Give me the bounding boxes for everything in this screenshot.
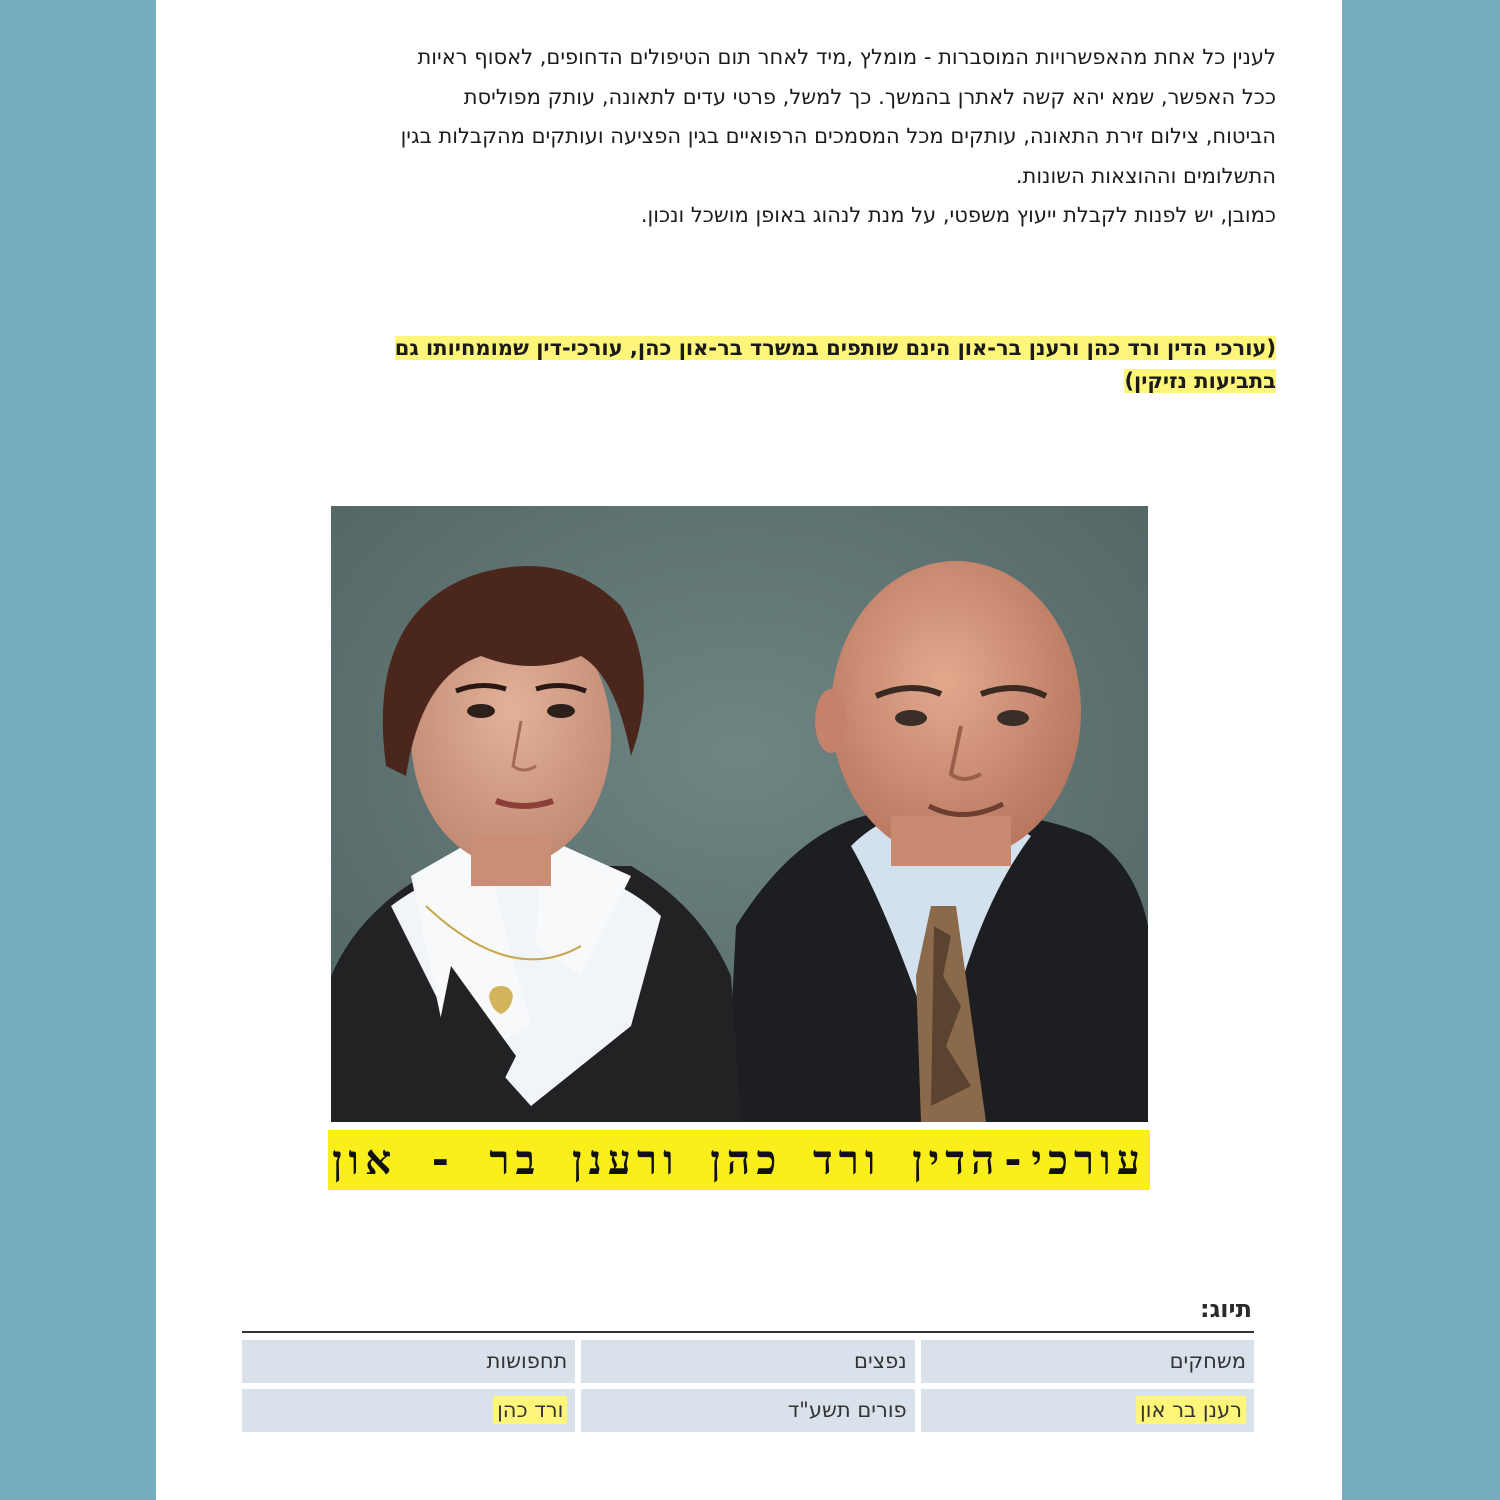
paragraph-line: כמובן, יש לפנות לקבלת ייעוץ משפטי, על מנת לנהוג באופן מושכל ונכון. (640, 203, 1276, 227)
author-note-line: (עורכי הדין ורד כהן ורענן בר-און הינם שותפים במשרד בר-און כהן, עורכי-דין שמומחיותו גם (394, 336, 1276, 360)
tag-link[interactable] (581, 1340, 914, 1383)
tag-link[interactable] (242, 1340, 575, 1383)
tags-heading: תיוג: (1199, 1295, 1252, 1323)
tags-divider (242, 1331, 1254, 1333)
author-note-line: בתביעות נזיקין) (1124, 369, 1276, 393)
lawyers-photo (331, 506, 1148, 1122)
paragraph-line: התשלומים וההוצאות השונות. (1015, 163, 1276, 188)
tag-link[interactable] (242, 1389, 575, 1432)
photo-caption: עורכי-הדין ורד כהן ורענן בר - און (328, 1130, 1150, 1190)
tag-label: ורד כהן (493, 1396, 567, 1424)
paragraph-line: לענין כל אחת מהאפשרויות המוסברות - מומלץ ,מיד לאחר תום הטיפולים הדחופים, לאסוף ראיות (417, 45, 1276, 69)
tag-label: נפצים (854, 1349, 907, 1373)
tag-link[interactable] (581, 1389, 914, 1432)
paragraph-line: ככל האפשר, שמא יהא קשה לאתרן בהמשך. כך למשל, פרטי עדים לתאונה, עותק מפוליסת (463, 84, 1276, 109)
tags-table (242, 1340, 1254, 1432)
paragraph-line: הביטוח, צילום זירת התאונה, עותקים מכל המסמכים הרפואיים בגין הפציעה ועותקים מהקבלות בגין (400, 124, 1276, 148)
tag-label: פורים תשע"ד (787, 1398, 907, 1422)
document-page (156, 0, 1342, 1500)
tag-label: תחפושות (486, 1349, 568, 1373)
tag-label: רענן בר און (1136, 1396, 1246, 1424)
article-paragraph (192, 38, 1276, 236)
tag-link[interactable] (921, 1340, 1254, 1383)
tag-link[interactable] (921, 1389, 1254, 1432)
author-note (192, 332, 1276, 398)
tag-label: משחקים (1169, 1349, 1246, 1373)
